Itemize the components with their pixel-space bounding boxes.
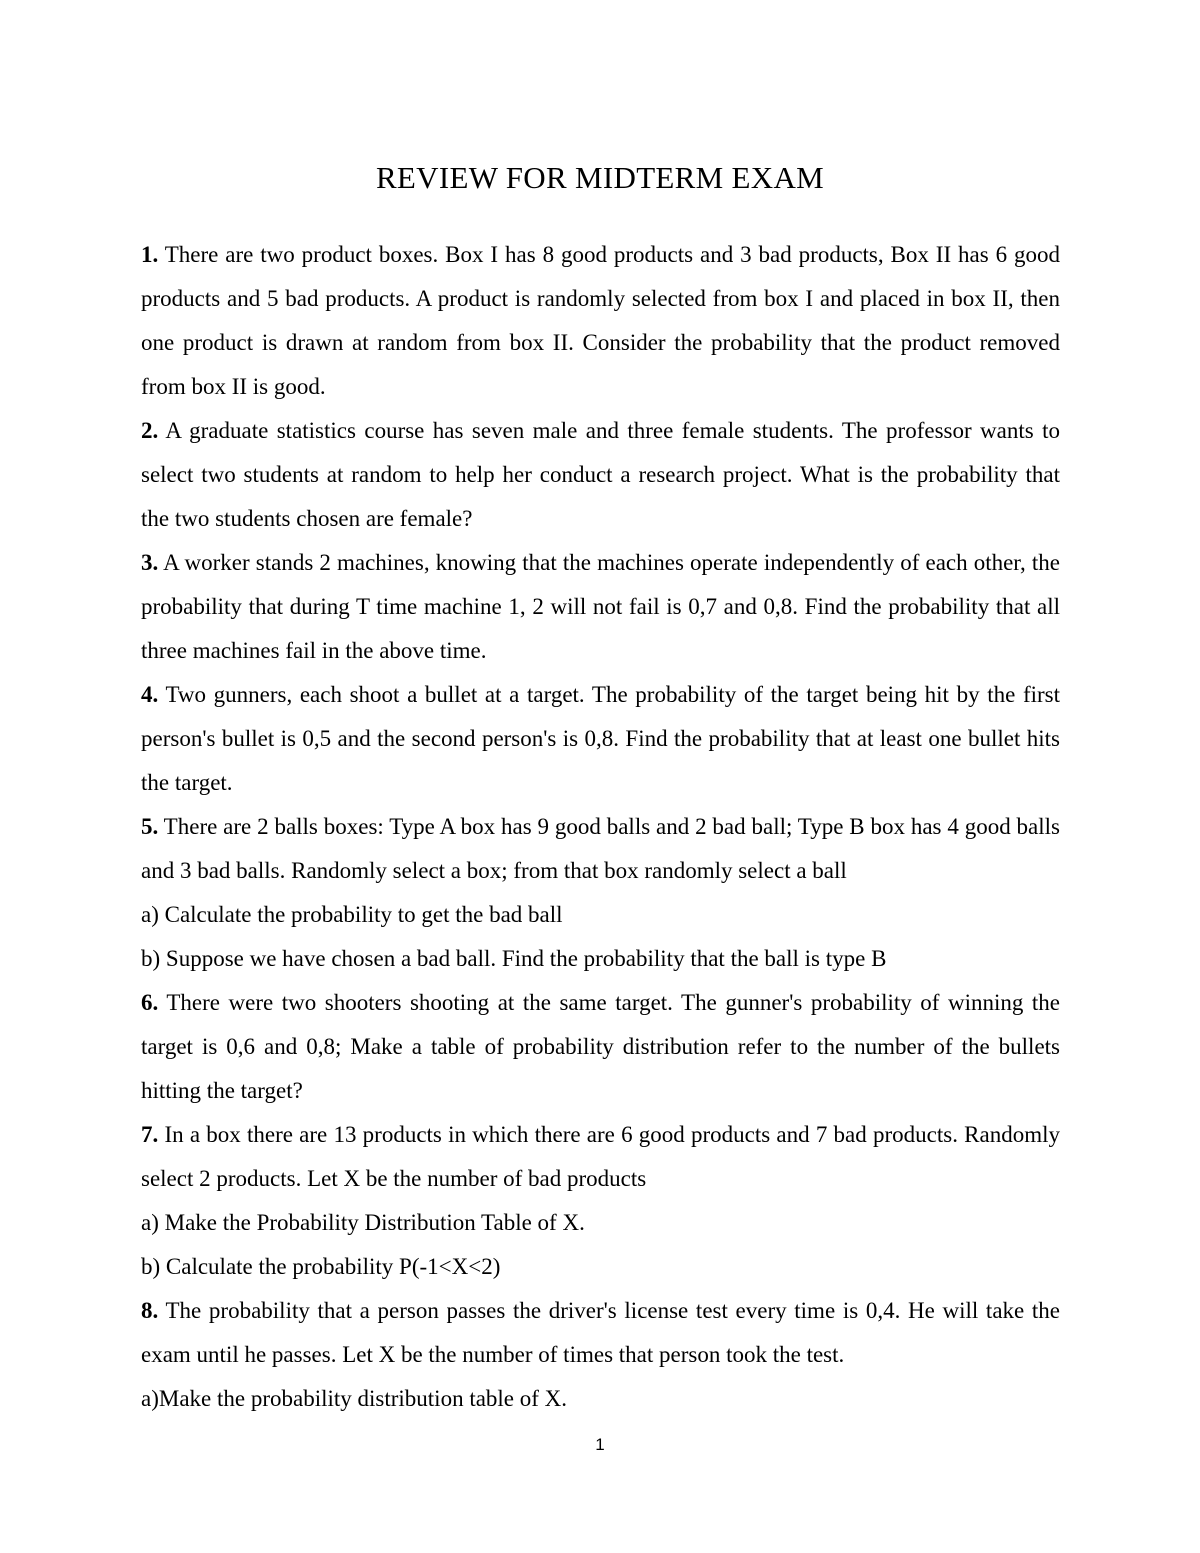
question-text: The probability that a person passes the driver's license test every time is 0,4. He will take the exam until he passes. Let X be the number of times that person took the test.: [141, 1298, 1060, 1367]
question-number: 2.: [141, 418, 159, 443]
question-text: A graduate statistics course has seven male and three female students. The professor wants to select two students at random to help her conduct a research project. What is the probability that the two students chosen are female?: [141, 418, 1060, 531]
question-3: [141, 541, 1060, 673]
question-5-part-b: b) Suppose we have chosen a bad ball. Find the probability that the ball is type B: [141, 946, 887, 971]
question-number: 5.: [141, 814, 159, 839]
question-7-part-b: b) Calculate the probability P(-1<X<2): [141, 1254, 501, 1279]
question-6: [141, 981, 1060, 1113]
document-body: [141, 233, 1060, 1421]
question-text: Two gunners, each shoot a bullet at a target. The probability of the target being hit by the first person's bullet is 0,5 and the second person's is 0,8. Find the probability that at least one bullet hits the target.: [141, 682, 1060, 795]
question-text: A worker stands 2 machines, knowing that the machines operate independently of each other, the probability that during T time machine 1, 2 will not fail is 0,7 and 0,8. Find the probability that all three machines fail in the above time.: [141, 550, 1060, 663]
question-7-part-a: a) Make the Probability Distribution Table of X.: [141, 1210, 585, 1235]
question-2: [141, 409, 1060, 541]
question-number: 4.: [141, 682, 159, 707]
question-5-part-a: a) Calculate the probability to get the bad ball: [141, 902, 563, 927]
document-title: REVIEW FOR MIDTERM EXAM: [375, 160, 825, 195]
question-text: In a box there are 13 products in which there are 6 good products and 7 bad products. Randomly select 2 products. Let X be the number of bad products: [141, 1122, 1060, 1191]
question-text: There were two shooters shooting at the same target. The gunner's probability of winning the target is 0,6 and 0,8; Make a table of probability distribution refer to the number of the bullets hitting the target?: [141, 990, 1060, 1103]
question-8: [141, 1289, 1060, 1377]
question-number: 1.: [141, 242, 159, 267]
page-number: 1: [595, 1435, 605, 1454]
question-1: [141, 233, 1060, 409]
question-5: [141, 805, 1060, 893]
question-4: [141, 673, 1060, 805]
question-text: There are two product boxes. Box I has 8 good products and 3 bad products, Box II has 6 good products and 5 bad products. A product is randomly selected from box I and placed in box II, then one product is drawn at random from box II. Consider the probability that the product removed from box II is good.: [141, 242, 1060, 399]
question-number: 8.: [141, 1298, 159, 1323]
question-text: There are 2 balls boxes: Type A box has 9 good balls and 2 bad ball; Type B box has 4 good balls and 3 bad balls. Randomly select a box; from that box randomly select a ball: [141, 814, 1060, 883]
question-number: 7.: [141, 1122, 159, 1147]
question-number: 3.: [141, 550, 159, 575]
question-8-part-a: a)Make the probability distribution table of X.: [141, 1386, 568, 1411]
question-7: [141, 1113, 1060, 1201]
question-number: 6.: [141, 990, 159, 1015]
